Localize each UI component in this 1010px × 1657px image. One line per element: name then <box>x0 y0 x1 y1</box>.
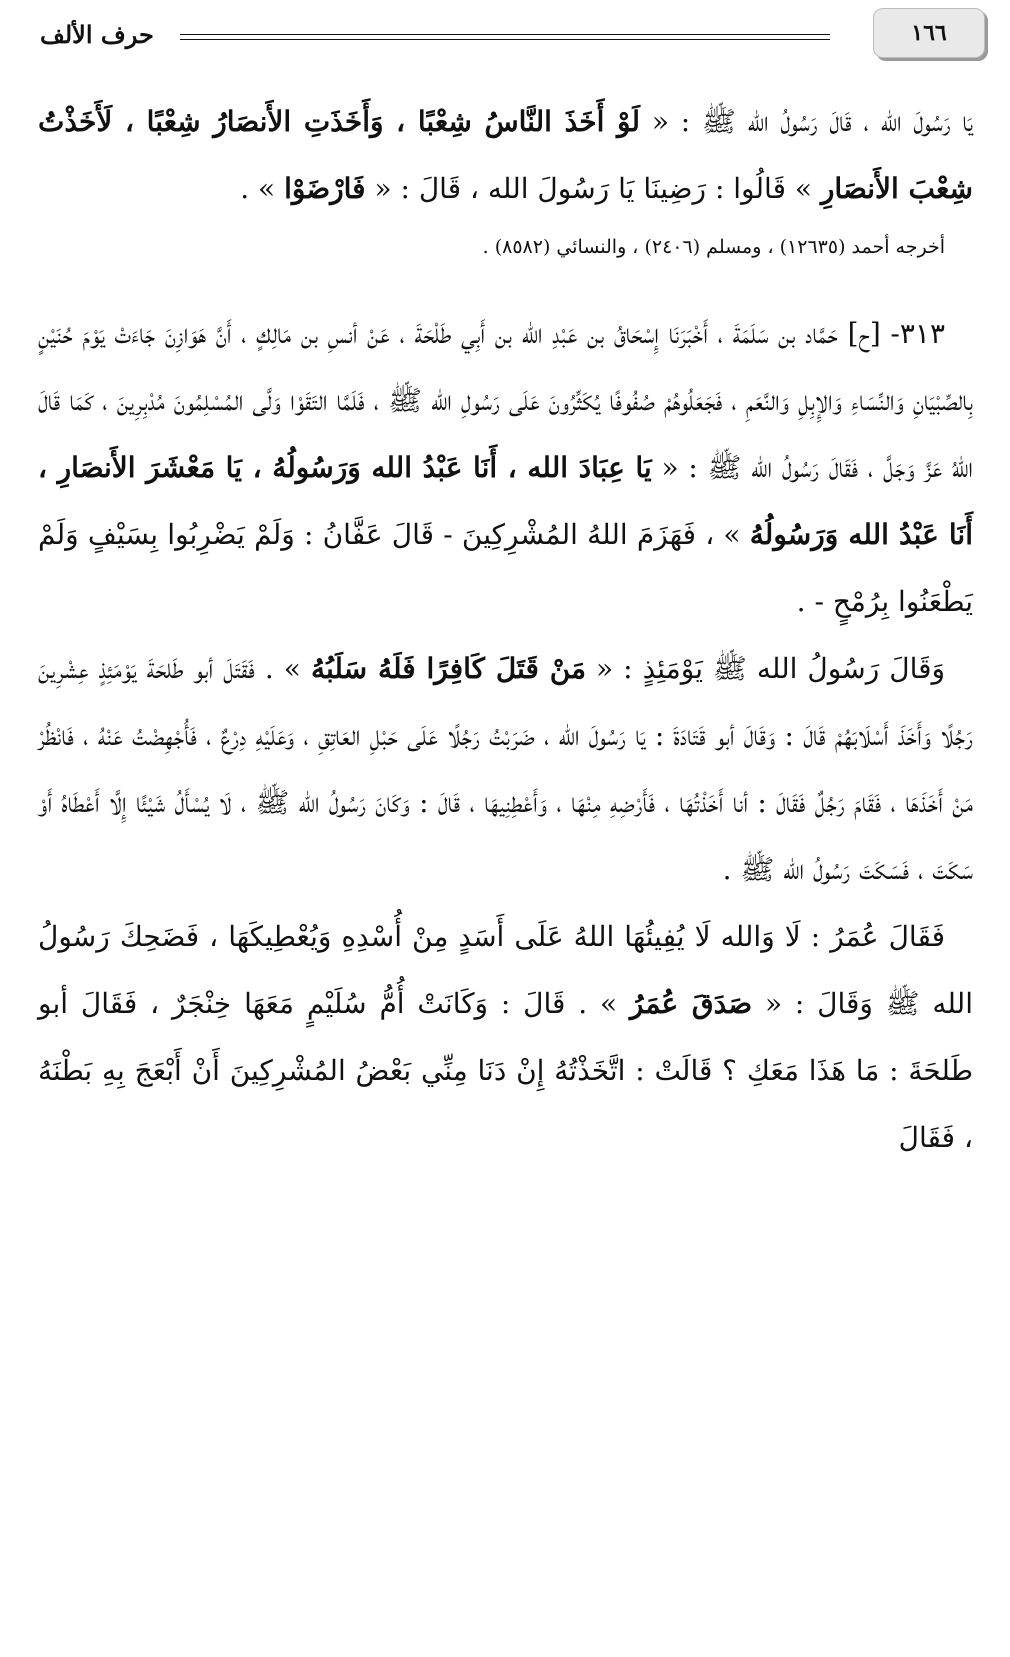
bold-quote: فَارْضَوْا <box>284 172 366 205</box>
section-title: حرف الألف <box>40 20 154 49</box>
source-note: أخرجه أحمد (١٢٦٣٥) ، ومسلم (٢٤٠٦) ، والنسائي (٨٥٨٢) . <box>482 236 945 258</box>
text-segment: » قَالُوا : رَضِينَا يَا رَسُولَ الله ، قَالَ : « <box>365 172 821 205</box>
text-segment: وَقَالَ رَسُولُ الله ﷺ يَوْمَئِذٍ : « <box>586 652 946 685</box>
paragraph <box>38 88 973 222</box>
bold-quote: مَنْ قَتَلَ كَافِرًا فَلَهُ سَلَبُهُ <box>310 652 587 685</box>
page-number: ١٦٦ <box>911 20 947 46</box>
text-segment: » . فَقَتَلَ أبو طَلحَةَ يَوْمَئِذٍ عِشْرِينَ رَجُلًا وَأَخَذَ أَسْلَابَهُمْ قَالَ : وَقَالَ أبو قَتَادَةَ : يَا رَسُولَ الله ، ضَرَبْتُ رَجُلًا عَلَى حَبْلِ العَاتِقِ ، وَعَلَيْهِ دِرْعٌ ، فَأُجْهِضْتُ عَنْهُ ، فَانْظُرْ مَنْ أَخَذَهَا ، فَقَامَ رَجُلٌ فَقَالَ : أنا أَخَذْتُهَا ، فَأَرْضِهِ مِنْهَا ، وَأَعْطِنِيهَا ، قَالَ : وَكَانَ رَسُولُ الله ﷺ ، لَا يُسْأَلُ شَيْئًا إِلَّا أَعْطَاهُ أَوْ سَكَتَ ، فَسَكَتَ رَسُولُ الله ﷺ . <box>38 652 973 886</box>
page-number-badge <box>873 8 985 58</box>
hadith-paragraph <box>38 635 973 903</box>
text-segment: ٣١٣- [ح] حَمَّاد بن سَلَمَةَ ، أَخْبَرَنَا إِسْحَاقُ بن عَبْدِ الله بن أَبِي طَلْحَةَ ، عَنْ أنسِ بن مَالِكٍ ، أَنَّ هَوَازِنَ جَاءَتْ يَوْمَ حُنَيْنٍ بِالصِّبْيَانِ وَالنِّسَاءِ وَالإِبِلِ وَالنَّعَمِ ، فَجَعَلُوهُمْ صُفُوفًا يُكَثِّرُونَ عَلَى رَسُولِ الله ﷺ ، فَلَمَّا التَقَوْا وَلَّى المُسْلِمُونَ مُدْبِرِينَ ، كَمَا قَالَ اللهُ عَزَّ وَجَلَّ ، فَقَالَ رَسُولُ الله ﷺ : « <box>38 317 973 484</box>
text-segment: يَا رَسُولَ الله ، قَالَ رَسُولُ الله ﷺ : « <box>640 105 973 138</box>
page-header <box>30 8 985 60</box>
text-segment: فَقَالَ عُمَرُ : لَا وَالله لَا يُفِيئُهَا اللهُ عَلَى أَسَدٍ مِنْ أُسْدِهِ وَيُعْطِيكَهَا ، فَضَحِكَ رَسُولُ الله ﷺ وَقَالَ : « <box>38 920 973 1020</box>
page-body <box>38 88 973 1171</box>
hadith-paragraph <box>38 903 973 1171</box>
bold-quote: يَا عِبَادَ الله ، أَنَا عَبْدُ الله وَرَسُولُهُ ، يَا مَعْشَرَ الأَنصَارِ ، أَنَا عَبْدُ الله وَرَسُولُهُ <box>38 451 973 551</box>
bold-quote: صَدَقَ عُمَرُ <box>629 987 753 1020</box>
bold-quote: لَوْ أَخَذَ النَّاسُ شِعْبًا ، وَأَخَذَتِ الأَنصَارُ شِعْبًا ، لَأَخَذْتُ شِعْبَ الأَنصَارِ <box>38 105 973 205</box>
text-segment: » ، فَهَزَمَ اللهُ المُشْرِكِينَ - قَالَ عَفَّانُ : وَلَمْ يَضْرِبُوا بِسَيْفٍ وَلَمْ يَطْعَنُوا بِرُمْحٍ - . <box>38 518 973 618</box>
header-rule <box>180 34 830 35</box>
text-segment: » . قَالَ : وَكَانَتْ أُمُّ سُلَيْمٍ مَعَهَا خِنْجَرٌ ، فَقَالَ أبو طَلحَةَ : مَا هَذَا مَعَكِ ؟ قَالَتْ : اتَّخَذْتُهُ إِنْ دَنَا مِنِّي بَعْضُ المُشْرِكِينَ أَنْ أَبْعَجَ بِهِ بَطْنَهُ ، فَقَالَ <box>38 987 973 1154</box>
hadith-313 <box>38 300 973 635</box>
text-segment: » . <box>240 172 285 205</box>
header-rule-double <box>180 39 830 40</box>
